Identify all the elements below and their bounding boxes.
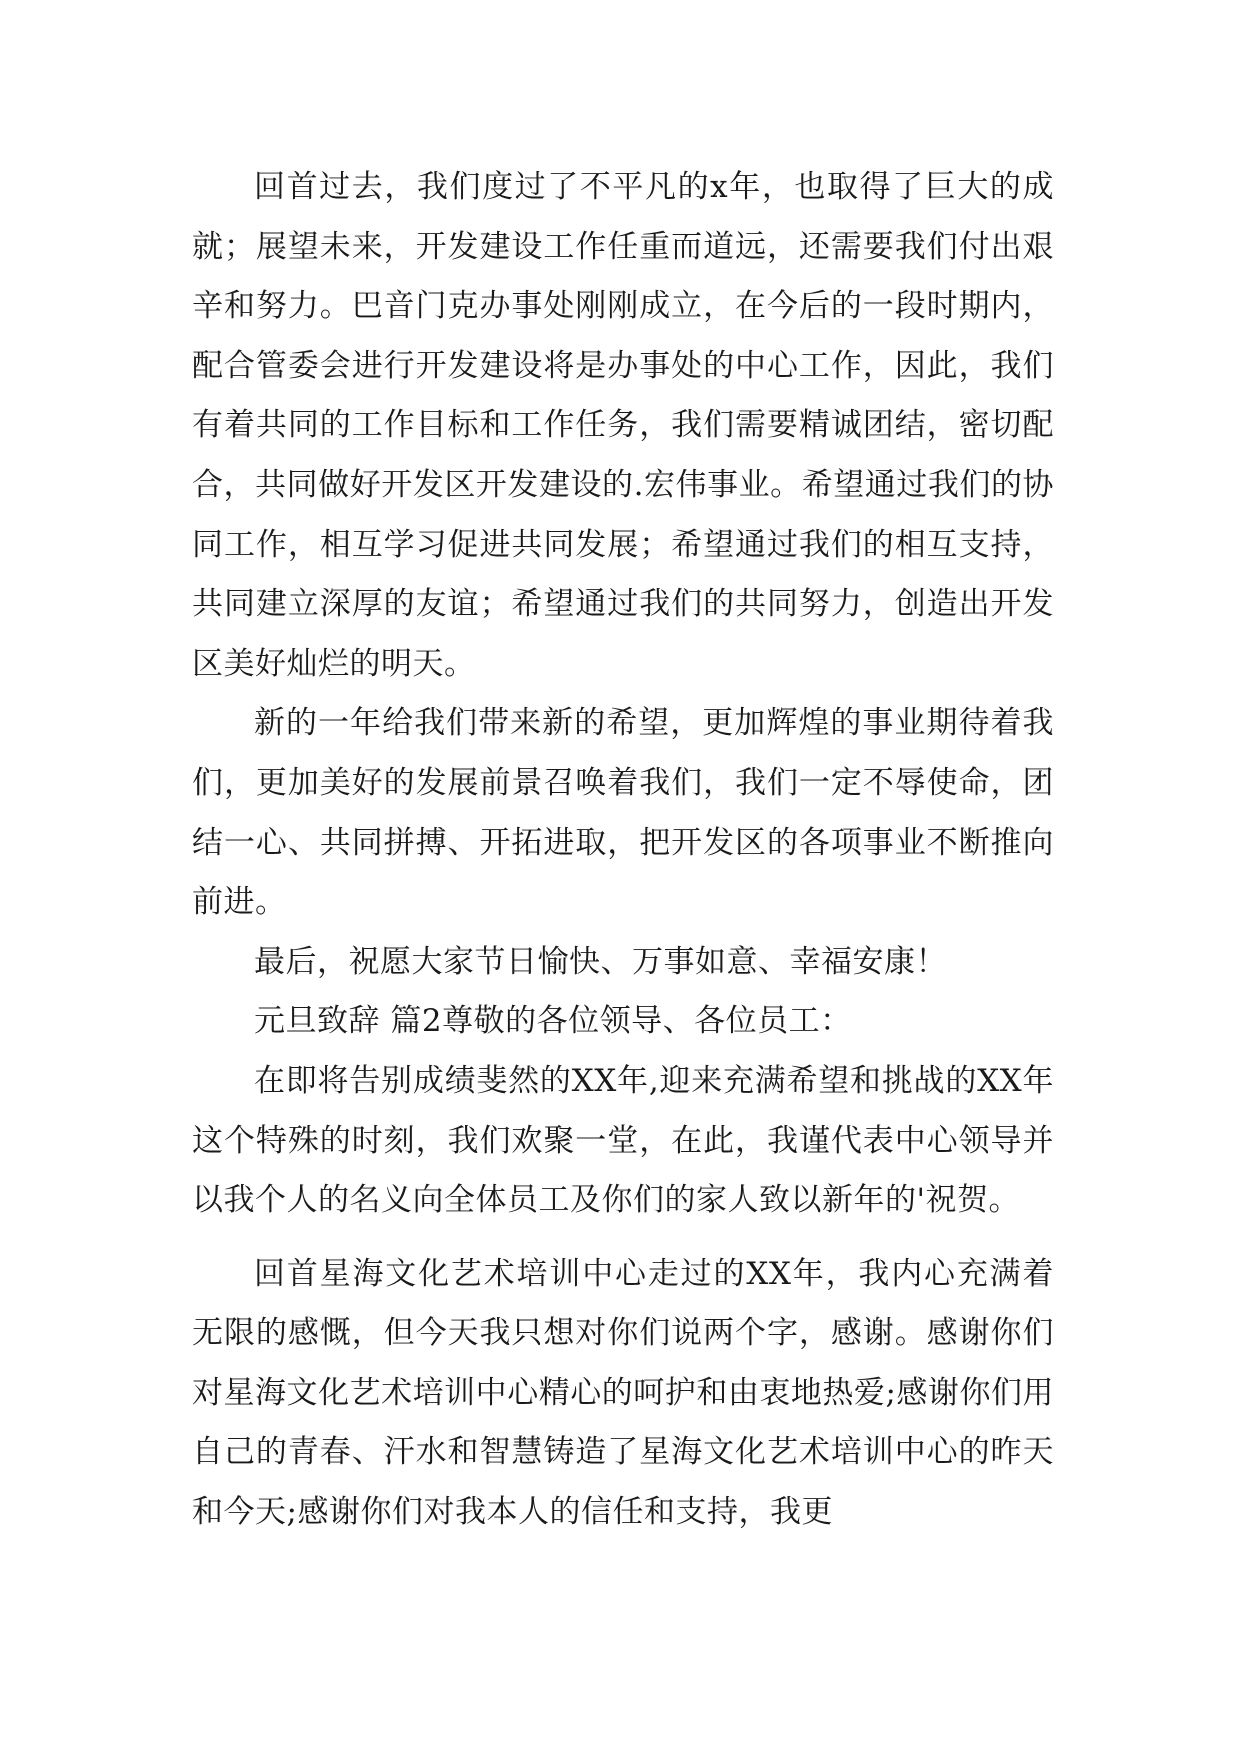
document-body <box>192 158 1054 1543</box>
paragraph-gap <box>192 1231 1054 1245</box>
paragraph-closing-wishes: 最后，祝愿大家节日愉快、万事如意、幸福安康！ <box>254 943 947 980</box>
paragraph-retrospect: 回首过去，我们度过了不平凡的x年，也取得了巨大的成就；展望未来，开发建设工作任重而道远，还需要我们付出艰辛和努力。巴音门克办事处刚刚成立，在今后的一段时期内，配合管委会进行开发建设将是办事处的中心工作，因此，我们有着共同的工作目标和工作任务，我们需要精诚团结，密切配合，共同做好开发区开发建设的.宏伟事业。希望通过我们的协同工作，相互学习促进共同发展；希望通过我们的相互支持，共同建立深厚的友谊；希望通过我们的共同努力，创造出开发区美好灿烂的明天。 <box>192 169 1054 682</box>
section-heading-speech-2: 元旦致辞 篇2尊敬的各位领导、各位员工： <box>254 1003 852 1040</box>
paragraph-new-year-hope: 新的一年给我们带来新的希望，更加辉煌的事业期待着我们，更加美好的发展前景召唤着我们，我们一定不辱使命，团结一心、共同拼搏、开拓进取，把开发区的各项事业不断推向前进。 <box>192 705 1054 921</box>
paragraph-greeting: 在即将告别成绩斐然的XX年,迎来充满希望和挑战的XX年这个特殊的时刻，我们欢聚一堂，在此，我谨代表中心领导并以我个人的名义向全体员工及你们的家人致以新年的'祝贺。 <box>192 1062 1054 1219</box>
paragraph-gratitude: 回首星海文化艺术培训中心走过的XX年，我内心充满着无限的感慨，但今天我只想对你们说两个字，感谢。感谢你们对星海文化艺术培训中心精心的呵护和由衷地热爱;感谢你们用自己的青春、汗水和智慧铸造了星海文化艺术培训中心的昨天和今天;感谢你们对我本人的信任和支持，我更 <box>192 1255 1054 1531</box>
